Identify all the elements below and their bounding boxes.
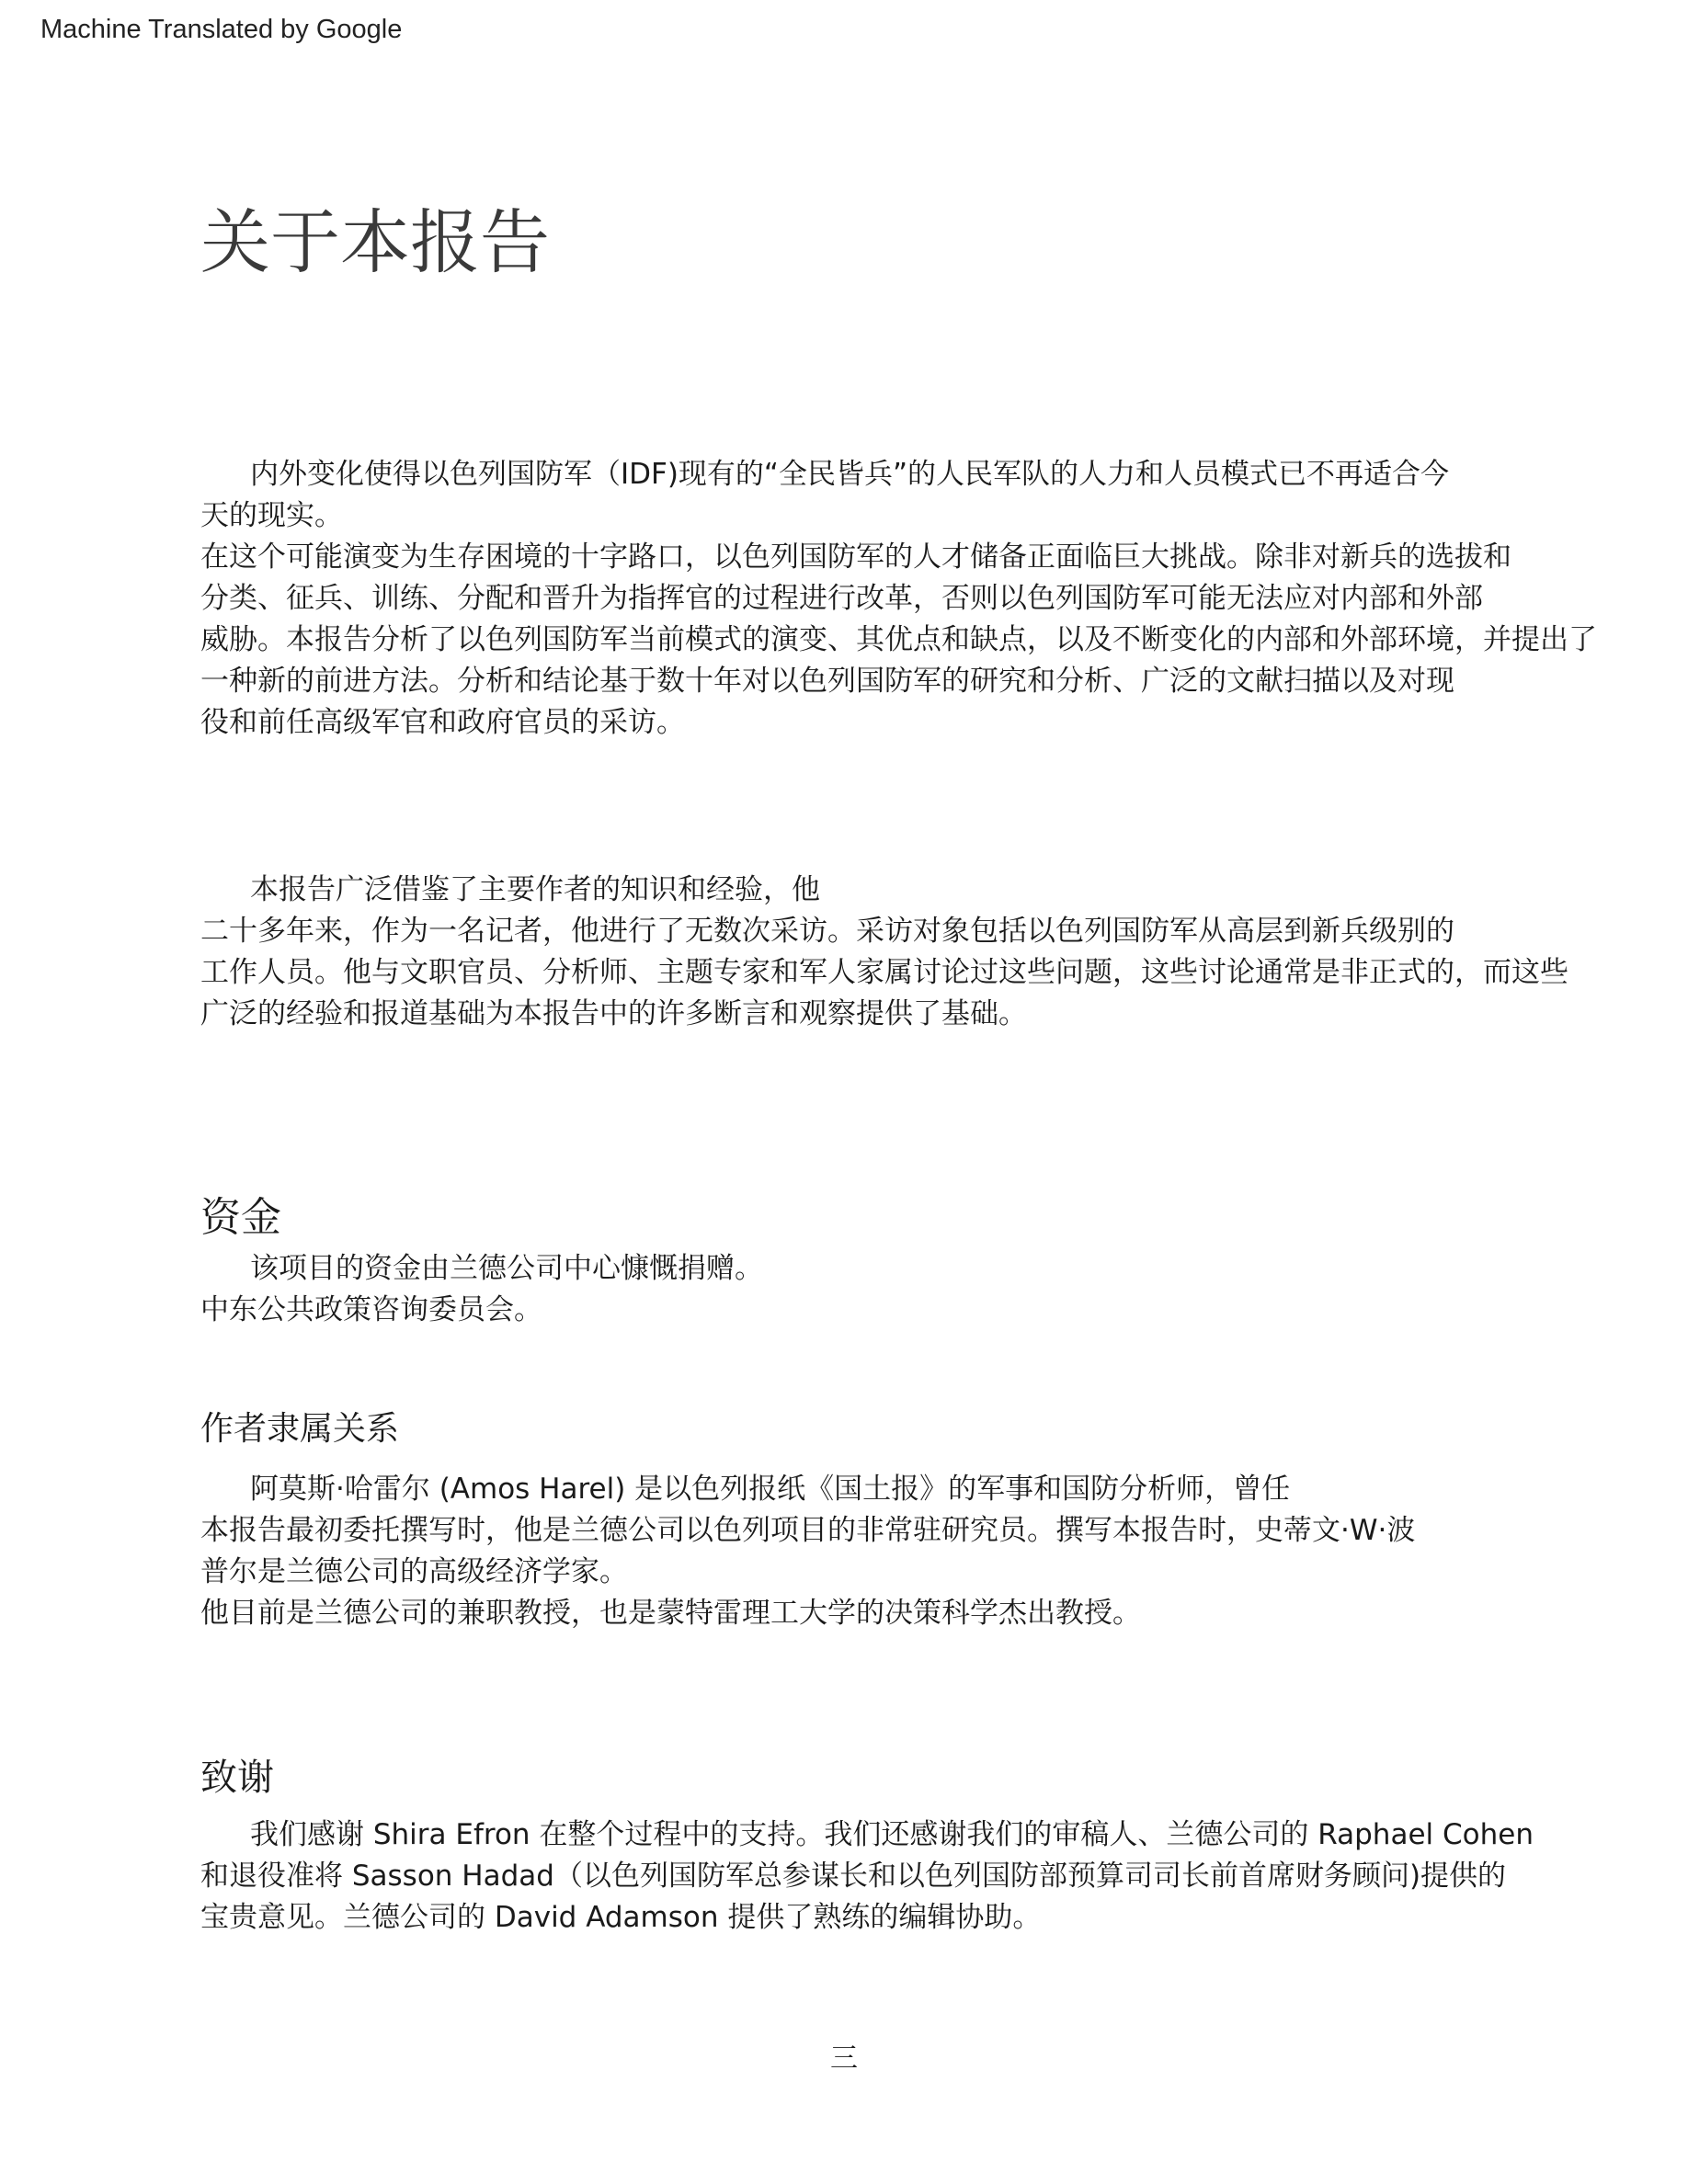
machine-translation-banner: Machine Translated by Google [40, 15, 403, 44]
text-line: 本报告最初委托撰写时，他是兰德公司以色列项目的非常驻研究员。撰写本报告时，史蒂文·W·波 [200, 1514, 1416, 1547]
funding-paragraph [200, 1248, 763, 1331]
text-line: 在这个可能演变为生存困境的十字路口，以色列国防军的人才储备正面临巨大挑战。除非对新兵的选拔和 [200, 540, 1511, 574]
text-line: 二十多年来，作为一名记者，他进行了无数次采访。采访对象包括以色列国防军从高层到新兵级别的 [200, 915, 1454, 948]
text-line: 一种新的前进方法。分析和结论基于数十年对以色列国防军的研究和分析、广泛的文献扫描以及对现 [200, 665, 1454, 698]
text-line: 内外变化使得以色列国防军（IDF)现有的“全民皆兵”的人民军队的人力和人员模式已不再适合今 [250, 458, 1450, 491]
funding-heading: 资金 [200, 1194, 281, 1241]
text-line: 我们感谢 Shira Efron 在整个过程中的支持。我们还感谢我们的审稿人、兰德公司的 Raphael Cohen [250, 1818, 1534, 1851]
page-title: 关于本报告 [200, 201, 550, 283]
text-line: 中东公共政策咨询委员会。 [200, 1293, 542, 1326]
text-line: 工作人员。他与文职官员、分析师、主题专家和军人家属讨论过这些问题，这些讨论通常是非正式的，而这些 [200, 956, 1568, 989]
page-number: 三 [830, 2042, 858, 2075]
author-affiliations-paragraph [200, 1469, 1415, 1634]
experience-paragraph [200, 870, 1568, 1035]
intro-paragraph [200, 454, 1597, 744]
acknowledgments-heading: 致谢 [200, 1757, 274, 1799]
text-line: 天的现实。 [200, 499, 343, 532]
text-line: 阿莫斯·哈雷尔 (Amos Harel) 是以色列报纸《国土报》的军事和国防分析师，曾任 [250, 1473, 1291, 1506]
text-line: 广泛的经验和报道基础为本报告中的许多断言和观察提供了基础。 [200, 997, 1027, 1030]
text-line: 和退役准将 Sasson Hadad（以色列国防军总参谋长和以色列国防部预算司司长前首席财务顾问)提供的 [200, 1860, 1507, 1893]
text-line: 本报告广泛借鉴了主要作者的知识和经验，他 [250, 873, 820, 906]
text-line: 役和前任高级军官和政府官员的采访。 [200, 706, 685, 739]
author-affiliations-heading: 作者隶属关系 [200, 1410, 400, 1448]
text-line: 普尔是兰德公司的高级经济学家。 [200, 1555, 628, 1588]
text-line: 他目前是兰德公司的兼职教授，也是蒙特雷理工大学的决策科学杰出教授。 [200, 1597, 1141, 1630]
text-line: 威胁。本报告分析了以色列国防军当前模式的演变、其优点和缺点，以及不断变化的内部和外部环境，并提出了 [200, 623, 1597, 656]
acknowledgments-paragraph [200, 1814, 1534, 1939]
text-line: 该项目的资金由兰德公司中心慷慨捐赠。 [250, 1252, 763, 1285]
text-line: 宝贵意见。兰德公司的 David Adamson 提供了熟练的编辑协助。 [200, 1901, 1042, 1934]
text-line: 分类、征兵、训练、分配和晋升为指挥官的过程进行改革，否则以色列国防军可能无法应对内部和外部 [200, 582, 1483, 615]
